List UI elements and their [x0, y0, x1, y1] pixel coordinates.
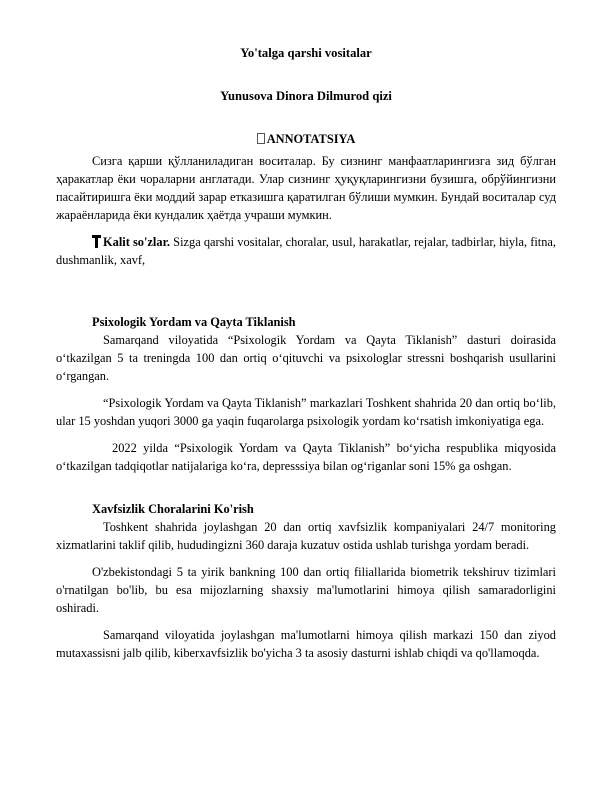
section-heading-xavfsizlik: Xavfsizlik Choralarini Ko'rish: [92, 502, 254, 516]
section-2-paragraph-3: Samarqand viloyatida joylashgan ma'lumotlarni himoya qilish markazi 150 dan ziyod mutaxassisni jalb qilib, kiberxavfsizlik bo'yicha 3 ta asosiy dasturni ishlab chiqdi va qo'llamoqda.: [56, 628, 556, 660]
annotation-heading: [56, 130, 556, 148]
missing-glyph-icon: [257, 133, 265, 144]
pin-icon: [92, 235, 101, 248]
annotation-heading-text: ANNOTATSIYA: [266, 132, 356, 146]
section-1-paragraph-1: Samarqand viloyatida “Psixologik Yordam va Qayta Tiklanish” dasturi doirasida oʻtkazilgan 5 ta treningda 100 dan ortiq oʻqituvchi va psixologlar stressni boshqarish usullarini oʻrgangan.: [56, 333, 556, 383]
paper-title: Yo'talga qarshi vositalar: [240, 46, 372, 60]
section-spacer: [56, 484, 556, 500]
keywords-paragraph: [56, 233, 556, 269]
section-1-paragraph-2: “Psixologik Yordam va Qayta Tiklanish” markazlari Toshkent shahrida 20 dan ortiq boʻlib, ular 15 yoshdan yuqori 3000 ga yaqin fuqarolarga psixologik yordam koʻrsatish imkoniyatiga ega.: [56, 396, 556, 428]
section-1-paragraph-3: 2022 yilda “Psixologik Yordam va Qayta Tiklanish” boʻyicha respublika miqyosida oʻtkazilgan tadqiqotlar natijalariga koʻra, depresssiya bilan ogʻriganlar soni 15% ga oshgan.: [56, 441, 556, 473]
document-page: [56, 44, 556, 671]
keywords-text: Sizga qarshi vositalar, choralar, usul, harakatlar, rejalar, tadbirlar, hiyla, fitna, dushmanlik, xavf,: [56, 235, 557, 267]
annotation-text: Сизга қарши қўлланиладиган воситалар. Бу сизнинг манфаатларингизга зид бўлган ҳаракатлар ёки чораларни англатади. Улар сизнинг ҳуқуқларингизни бузишга, обрўйингизни пасайтиришга ёки моддий зарар етказишга қаратилган бўлиши мумкин. Бундай воситалар суд жараёнларида ёки кундалик ҳаётда учраши мумкин.: [56, 154, 556, 222]
section-2-paragraph-1: Toshkent shahrida joylashgan 20 dan ortiq xavfsizlik kompaniyalari 24/7 monitoring xizmatlarini taklif qilib, hududingizni 360 daraja kuzatuv ostida ushlab turishga yordam beradi.: [56, 520, 556, 552]
section-heading-psixologik: Psixologik Yordam va Qayta Tiklanish: [92, 315, 296, 329]
keywords-label: Kalit so'zlar.: [103, 235, 171, 249]
author-name: Yunusova Dinora Dilmurod qizi: [220, 89, 392, 103]
section-2-paragraph-2: O'zbekistondagi 5 ta yirik bankning 100 dan ortiq filiallarida biometrik tekshiruv tizimlari o'rnatilgan bo'lib, bu esa mijozlarning shaxsiy ma'lumotlarini himoya qilish samaradorligini oshiradi.: [56, 565, 556, 615]
